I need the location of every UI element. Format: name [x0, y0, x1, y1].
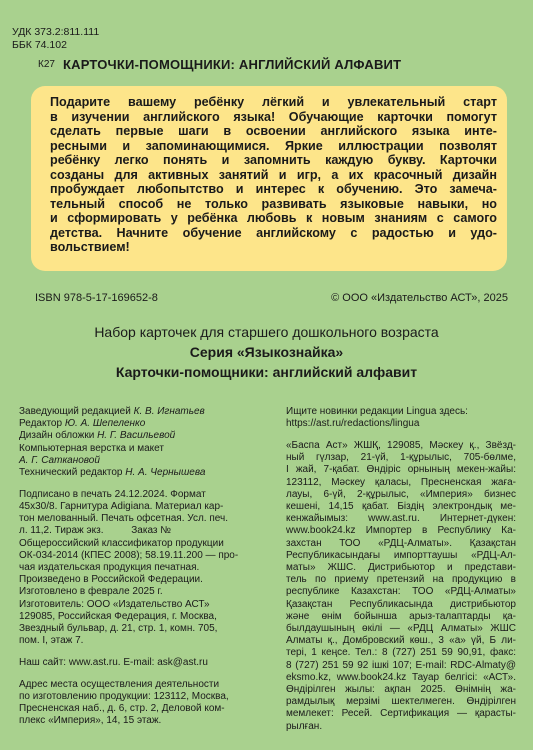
- credit-line: [19, 406, 272, 418]
- kz-line: eksmo.kz, www.book24.kz Тауар белгісі: «АСТ».: [286, 671, 516, 683]
- credit-name: Н. Г. Васильевой: [97, 430, 176, 442]
- kz-line: www.book24.kz Импортер в Республику Ка-: [286, 525, 516, 537]
- set-title: Набор карточек для старшего дошкольного возраста: [94, 324, 439, 340]
- isbn: ISBN 978-5-17-169652-8: [35, 292, 158, 304]
- tech-role: Технический редактор: [19, 467, 123, 479]
- kz-line: тель по приему претензий на продукцию в: [286, 574, 516, 586]
- print-line: чая издательская продукция печатная.: [19, 561, 200, 573]
- kz-line: мемлекет: Ресей. Сертификация — қарасты-: [286, 708, 516, 720]
- promo-box: [31, 86, 507, 271]
- kz-line: рамдылық мерзімі шектелмеген. Өндірілген: [286, 696, 516, 708]
- address-line: Адрес места осуществления деятельности: [19, 678, 220, 690]
- promo-line: сделать первые шаги в освоении английского языка инте-: [50, 124, 497, 139]
- kz-line: ный гүлзар, 21-үй, 1-құрылыс, 705-бөлме,: [286, 452, 516, 464]
- print-line: Изготовитель: ООО «Издательство АСТ»: [19, 598, 210, 610]
- kz-line: рылған.: [286, 720, 323, 732]
- kz-line: захстан ТОО «РДЦ-Алматы». Қазақстан: [286, 537, 516, 549]
- kz-line: республике Казахстан: ТОО «РДЦ-Алматы»: [286, 586, 516, 598]
- intro-line: Ищите новинки редакции Lingua здесь:: [286, 406, 468, 417]
- print-line: Звездный бульвар, д. 21, стр. 1, комн. 705,: [19, 622, 218, 634]
- credit-line: [19, 418, 272, 430]
- print-line: Произведено в Российской Федерации.: [19, 574, 203, 586]
- print-line: пом. I, этаж 7.: [19, 635, 84, 647]
- credit-role: Редактор: [19, 418, 63, 430]
- kz-line: I жай, 7-қабат. Өндіріс орнының мекен-жайы:: [286, 464, 516, 476]
- print-line: 129085, Российская Федерация, г. Москва,: [19, 610, 217, 622]
- imprint-left-column: [19, 406, 272, 727]
- kz-line: былдаушының өкілі — «РДЦ Алматы» ЖШС: [286, 622, 516, 634]
- promo-line: пробуждает любопытство и интерес к обучению. Это замеча-: [50, 182, 497, 197]
- credit-role: Дизайн обложки: [19, 430, 95, 442]
- kz-line: және өнім бойынша арыз-талаптарды қа-: [286, 610, 516, 622]
- imprint-right-column: [286, 406, 516, 733]
- classification-codes: [12, 26, 99, 52]
- cards-title: Карточки-помощники: английский алфавит: [115, 364, 418, 380]
- kz-line: тері, 1 кеңсе. Тел.: 8 (727) 251 59 90,91, факс:: [286, 647, 516, 659]
- print-line: ОК-034-2014 (КПЕС 2008); 58.19.11.200 — про-: [19, 549, 239, 561]
- credit-line: [19, 430, 272, 442]
- site-line: Наш сайт: www.ast.ru. E-mail: ask@ast.ru: [19, 656, 208, 668]
- layout-name: А. Г. Саткановой: [19, 454, 100, 466]
- promo-line: детства. Начните обучение английскому с радостью и удо-: [50, 225, 497, 240]
- credit-name: К. В. Игнатьев: [133, 406, 205, 417]
- main-title: КАРТОЧКИ-ПОМОЩНИКИ: АНГЛИЙСКИЙ АЛФАВИТ: [63, 57, 402, 72]
- copyright: © ООО «Издательство АСТ», 2025: [331, 292, 508, 304]
- udk-code: УДК 373.2:811.111: [12, 26, 100, 38]
- series-title: Серия «Языкознайка»: [189, 344, 344, 360]
- promo-line: ребёнку легко понять и запомнить каждую букву. Карточки: [50, 153, 497, 168]
- print-line: Общероссийский классификатор продукции: [19, 537, 224, 549]
- layout-name-line: [19, 455, 272, 467]
- tech-editor-line: [19, 467, 272, 479]
- kz-line: лауы, 6-үй, 2-құрылыс, «Империя» бизнес: [286, 488, 516, 500]
- print-line: 45х30/8. Гарнитура Adigiana. Материал кар-: [19, 500, 224, 512]
- author-mark: К27: [38, 59, 55, 70]
- layout-label: Компьютерная верстка и макет: [19, 442, 164, 454]
- print-line: Изготовлено в феврале 2025 г.: [19, 586, 163, 598]
- address-line: по изготовлению продукции: 123112, Москва,: [19, 690, 229, 702]
- bbk-code: ББК 74.102: [12, 39, 67, 51]
- kz-line: кешені, 14,15 қабат. Біздің электрондық ме-: [286, 500, 516, 512]
- lingua-link[interactable]: https://ast.ru/redactions/lingua: [286, 418, 420, 430]
- credit-role: Заведующий редакцией: [19, 406, 131, 417]
- tech-name: Н. А. Чернышева: [125, 467, 206, 479]
- kz-line: кенжайымыз: www.ast.ru. Интернет-дүкен:: [286, 513, 516, 525]
- promo-line: и сформировать у ребёнка любовь к новым знаниям с самого: [50, 211, 497, 226]
- promo-line: созданы для активных занятий и игр, а их красочный дизайн: [50, 167, 497, 182]
- promo-text: [50, 95, 497, 255]
- promo-line: ресными и запоминающимися. Яркие иллюстрации позволят: [50, 138, 497, 153]
- kz-line: Өндірілген жылы: ақпан 2025. Өнімнің жа-: [286, 683, 516, 695]
- print-line: Подписано в печать 24.12.2024. Формат: [19, 488, 206, 500]
- address-line: плекс «Империя», 14, 15 этаж.: [19, 715, 162, 727]
- print-line: л. 11,2. Тираж экз. Заказ №: [19, 525, 171, 537]
- address-line: Пресненская наб., д. 6, стр. 2, Деловой ком-: [19, 702, 225, 714]
- kz-line: маты» ЖШС. Дистрибьютор и представи-: [286, 561, 516, 573]
- print-line: тон мелованный. Печать офсетная. Усл. печ.: [19, 513, 228, 525]
- kz-line: Қазақстан Республикасында дистрибьютор: [286, 598, 516, 610]
- promo-line: вольствием!: [50, 240, 130, 255]
- promo-line: в изучении английского языка! Обучающие карточки помогут: [50, 109, 497, 124]
- credit-name: Ю. А. Шепеленко: [64, 418, 146, 430]
- promo-line: Подарите вашему ребёнку лёгкий и увлекательный старт: [50, 95, 497, 109]
- kz-line: «Баспа Аст» ЖШҚ, 129085, Мәскеу қ., Звёзд-: [286, 439, 516, 451]
- kz-line: 8 (727) 251 59 92 ішкі 107; E-mail: RDC-Almaty@: [286, 659, 516, 671]
- kz-line: Республикасындағы импорттаушы «РДЦ-Ал-: [286, 549, 516, 561]
- kz-line: 123112, Мәскеу қаласы, Пресненская жаға-: [286, 476, 516, 488]
- kz-line: Алматы қ., Домбровский көш., 3 «а» үй, Б ли-: [286, 635, 516, 647]
- promo-line: тельный способ не только развивать языковые навыки, но: [50, 196, 497, 211]
